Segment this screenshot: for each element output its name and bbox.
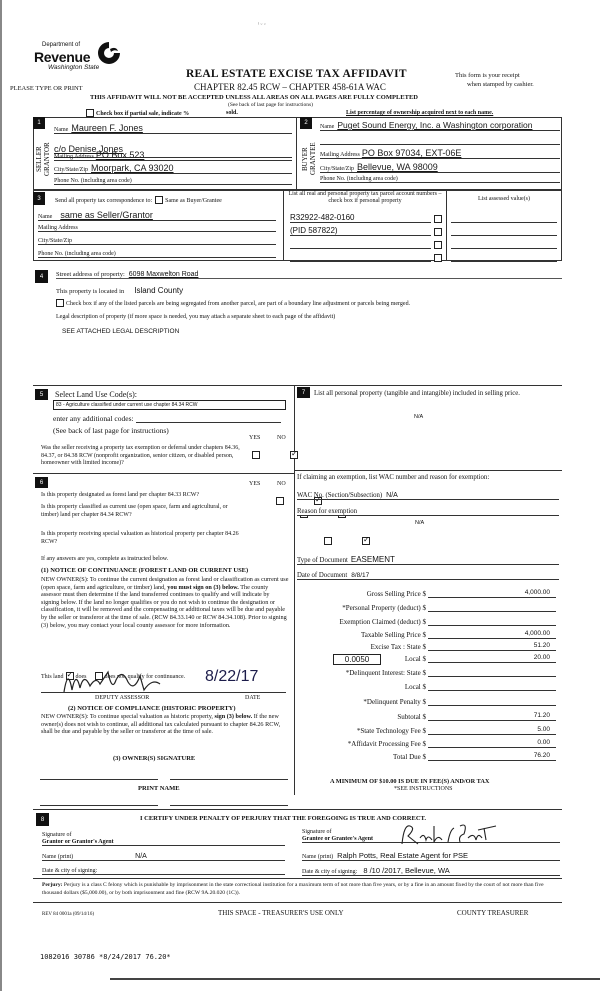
wac-field[interactable] xyxy=(297,492,559,500)
excise-tax-state-row: Excise Tax : State $ 51.20 xyxy=(310,642,556,651)
section-3-badge: 3 xyxy=(33,192,45,205)
seller-mailing-value: PO Box 523 xyxy=(95,150,145,160)
acceptance-warning: THIS AFFIDAVIT WILL NOT BE ACCEPTED UNLESS ALL AREAS ON ALL PAGES ARE FULLY COMPLETED xyxy=(90,94,418,101)
exemption-claimed-value[interactable] xyxy=(428,617,556,626)
legal-description-value: SEE ATTACHED LEGAL DESCRIPTION xyxy=(62,328,180,335)
buyer-city-value: Bellevue, WA 98009 xyxy=(357,162,438,172)
delinquent-penalty-value[interactable] xyxy=(428,697,556,706)
treasurer-stamp: 1082016 30786 *8/24/2017 76.20* xyxy=(40,953,171,961)
personal-property-title: List all personal property (tangible and intangible) included in selling price. xyxy=(314,390,520,397)
divider xyxy=(33,473,294,474)
grantor-name-label: Name (print) xyxy=(42,854,74,860)
county-value: Island County xyxy=(134,286,184,295)
section-7-badge: 7 xyxy=(297,387,310,398)
delinquent-interest-local-value[interactable] xyxy=(428,682,556,691)
county-row xyxy=(56,286,183,295)
date-label: DATE xyxy=(245,695,261,701)
exemption-question: Was the seller receiving a property tax exemption or deferral under chapters 84.36, 84.37, or 84.38 RCW (nonprofit organization, senior citizen, or disabled person, homeowner with limited income)? xyxy=(41,445,240,466)
buyer-mailing-value: PO Box 97034, EXT-06E xyxy=(361,148,462,158)
perjury-notice: Perjury: Perjury is a class C felony which is punishable by imprisonment in the state correctional institution for a maximum term of not more than five years, or by a fine in an amount fixed by the court of not more than five thousand dollars ($5,000.00), or by both imprisonment and fine (RCW 9A.20.020 (1C)). xyxy=(42,882,544,896)
section-5-badge: 5 xyxy=(35,389,48,400)
buyer-name2-line[interactable] xyxy=(320,144,560,145)
notice-continuance-title: (1) NOTICE OF CONTINUANCE (FOREST LAND OR CURRENT USE) xyxy=(41,567,249,574)
grantor-date-label: Date & city of signing: xyxy=(42,868,98,874)
scan-specks: ᵗ ᵕ ᵕ xyxy=(258,22,266,28)
land-use-code-select[interactable]: 83 - Agriculture classified under current use chapter 84.34 RCW xyxy=(53,400,286,410)
tax-name-label: Name xyxy=(38,214,53,220)
divider xyxy=(283,190,284,261)
grantee-label: GRANTEE xyxy=(309,142,317,176)
logo-line2: Revenue xyxy=(34,49,91,65)
owner-signature-line-2[interactable] xyxy=(170,779,288,780)
buyer-name-value: Puget Sound Energy, Inc. a Washington corporation xyxy=(337,120,533,130)
divider xyxy=(294,470,562,471)
assessed-value-field[interactable] xyxy=(451,210,557,223)
deputy-assessor-label: DEPUTY ASSESSOR xyxy=(95,695,150,701)
sold-label: sold. xyxy=(226,110,238,116)
section-1-badge: 1 xyxy=(33,117,45,129)
grantor-signature-field[interactable] xyxy=(42,839,285,846)
if-yes-note: If any answers are yes, complete as instructed below. xyxy=(41,556,169,562)
notice-continuance-body: NEW OWNER(S): To continue the current designation as forest land or classification as current use (open space, farm and agriculture, or timber) land, you must sign on (3) below. The county assessor must then determine if the land transferred continues to qualify and will indicate by signing below. If the land no longer qualifies or you do not wish to continue the designation or classification, it will be removed and the compensating or additional taxes will be due and payable by the seller or transferor at the time of sale. (RCW 84.33.140 or RCW 84.34.108). Prior to signing (3) below, you may contact your local county assessor for more information. xyxy=(41,576,289,629)
grantor-sig-label-2: Grantor or Grantor's Agent xyxy=(42,839,114,845)
taxable-selling-price-value[interactable]: 4,000.00 xyxy=(428,630,556,639)
exemption-claim-label: If claiming an exemption, list WAC number and reason for exemption: xyxy=(297,474,490,481)
personal-property-value: N/A xyxy=(414,414,424,420)
total-due-row: Total Due $ 76.20 xyxy=(310,752,556,761)
no-header: NO xyxy=(277,435,286,441)
divider xyxy=(33,809,562,810)
seller-mailing-field[interactable] xyxy=(54,150,292,161)
doc-date-label: Date of Document xyxy=(297,572,348,579)
parcel-header: List all real and personal property tax parcel account numbers – check box if personal property xyxy=(288,191,442,204)
doc-type-field[interactable] xyxy=(297,555,559,565)
qualify-label: qualify for continuance. xyxy=(127,674,186,680)
print-name-line-1[interactable] xyxy=(40,805,158,806)
no-header: NO xyxy=(277,481,286,487)
reason-label: Reason for exemption xyxy=(297,508,358,515)
tax-name-value: same as Seller/Grantor xyxy=(60,210,153,220)
divider xyxy=(296,117,297,190)
forest-land-question: Is this property designated as forest land per chapter 84.33 RCW? xyxy=(41,492,200,498)
wac-label: WAC No. (Section/Subsection) xyxy=(297,492,383,499)
divider xyxy=(33,878,562,879)
assessed-list xyxy=(451,210,557,262)
personal-property-checkbox[interactable] xyxy=(434,241,442,249)
dor-swirl-icon xyxy=(96,40,122,66)
state-technology-fee-value[interactable]: 5.00 xyxy=(428,726,556,735)
parcel-number[interactable]: (PID 587822) xyxy=(290,226,431,236)
affidavit-processing-fee-row: *Affidavit Processing Fee $ 0.00 xyxy=(310,739,556,748)
subtotal-value[interactable]: 71.20 xyxy=(428,712,556,721)
scan-edge-bottom xyxy=(110,978,600,980)
same-as-buyer-label: Same as Buyer/Grantee xyxy=(165,198,222,204)
partial-sale-label: Check box if partial sale, indicate % xyxy=(96,111,190,117)
historic-question: Is this property receiving special valuation as historical property per chapter 84.26 RCW? xyxy=(41,531,239,545)
seller-mailing-label: Mailing Address xyxy=(54,154,94,160)
seller-name2-value: c/o Denise Jones xyxy=(54,144,124,154)
delinquent-interest-state-value[interactable] xyxy=(428,668,556,677)
notice-compliance-title: (2) NOTICE OF COMPLIANCE (HISTORIC PROPERTY) xyxy=(68,705,236,712)
yes-header: YES xyxy=(249,481,261,487)
form-chapter: CHAPTER 82.45 RCW – CHAPTER 458-61A WAC xyxy=(194,82,386,92)
logo-line3: Washington State xyxy=(48,64,100,71)
form-title: REAL ESTATE EXCISE TAX AFFIDAVIT xyxy=(186,68,407,80)
parcel-number[interactable] xyxy=(290,239,431,249)
tax-phone-field[interactable] xyxy=(38,251,276,258)
buyer-phone-field[interactable] xyxy=(320,176,560,183)
delinquent-interest-local-row: Local $ xyxy=(310,682,556,691)
grantor-date-field[interactable] xyxy=(42,868,285,875)
segregated-checkbox[interactable] xyxy=(56,299,64,307)
additional-codes-label: enter any additional codes: xyxy=(53,414,134,423)
buyer-city-field[interactable] xyxy=(320,162,560,173)
assessed-value-field[interactable] xyxy=(451,223,557,236)
seller-city-field[interactable] xyxy=(54,163,292,174)
send-correspondence-row xyxy=(55,196,222,204)
segregated-row xyxy=(56,299,410,307)
grantee-date-label: Date & city of signing: xyxy=(302,869,358,875)
excise-tax-local-row: Local $ 20.00 xyxy=(310,654,556,663)
seller-label: SELLER xyxy=(35,146,43,172)
county-label: This property is located in xyxy=(56,288,125,295)
current-use-question: Is this property classified as current use (open space, farm and agricultural, or timber) land per chapter 84.34 RCW? xyxy=(41,504,228,518)
section-8-badge: 8 xyxy=(36,813,49,826)
tax-phone-label: Phone No. (including area code) xyxy=(38,251,116,257)
ownership-note: List percentage of ownership acquired next to each name. xyxy=(346,110,494,116)
does-label: does xyxy=(75,674,87,680)
seller-city-value: Moorpark, CA 93020 xyxy=(91,163,174,173)
personal-property-deduct-value[interactable] xyxy=(428,603,556,612)
section-2-badge: 2 xyxy=(300,117,312,129)
grantee-signature xyxy=(398,820,498,848)
gross-selling-price-row: Gross Selling Price $ 4,000.00 xyxy=(310,589,556,598)
buyer-mailing-label: Mailing Address xyxy=(320,152,360,158)
seller-city-label: City/State/Zip xyxy=(54,167,88,173)
excise-tax-local-value[interactable]: 20.00 xyxy=(428,654,556,663)
additional-codes-row xyxy=(53,414,281,423)
receipt-note-2: when stamped by cashier. xyxy=(467,81,534,88)
seller-phone-label: Phone No. (including area code) xyxy=(54,178,132,184)
gross-selling-price-value[interactable]: 4,000.00 xyxy=(428,589,556,598)
partial-sale-row xyxy=(86,109,189,117)
street-address-label: Street address of property: xyxy=(56,271,125,278)
see-instructions-note: *SEE INSTRUCTIONS xyxy=(394,786,453,792)
reason-field[interactable] xyxy=(297,508,559,516)
additional-codes-input[interactable] xyxy=(136,415,281,423)
total-due-value[interactable]: 76.20 xyxy=(428,752,556,761)
notice-compliance-body: NEW OWNER(S): To continue special valuation as historic property, sign (3) below. If the new owner(s) does not wish to continue, all additional tax calculated pursuant to chapter 84.26 RCW, shall be due and payable by the seller or transferor at the time of sale. xyxy=(41,713,281,736)
affidavit-processing-fee-value[interactable]: 0.00 xyxy=(428,739,556,748)
parcel-number[interactable] xyxy=(290,252,431,262)
grantee-date-value: 8 /10 /2017, Bellevue, WA xyxy=(363,866,450,875)
tax-name-field[interactable] xyxy=(38,210,276,221)
historic-yes-checkbox[interactable] xyxy=(324,537,332,545)
grantor-sig-label-1: Signature of xyxy=(42,832,72,838)
parcel-row xyxy=(290,223,442,236)
assessed-value-field[interactable] xyxy=(451,236,557,249)
owner-signature-line-1[interactable] xyxy=(40,779,158,780)
forest-land-yes-checkbox[interactable] xyxy=(276,497,284,505)
subtotal-row: Subtotal $ 71.20 xyxy=(310,712,556,721)
parcel-row xyxy=(290,210,442,223)
scan-edge-left xyxy=(0,0,2,991)
state-technology-fee-row: *State Technology Fee $ 5.00 xyxy=(310,726,556,735)
parcel-row xyxy=(290,249,442,262)
tax-city-field[interactable] xyxy=(38,238,276,245)
grantee-name-field[interactable] xyxy=(302,851,560,861)
taxable-selling-price-row: Taxable Selling Price $ 4,000.00 xyxy=(310,630,556,639)
street-address-value: 6098 Maxwelton Road xyxy=(128,271,199,278)
certify-statement: I CERTIFY UNDER PENALTY OF PERJURY THAT THE FOREGOING IS TRUE AND CORRECT. xyxy=(140,815,427,822)
yes-header: YES xyxy=(249,435,261,441)
please-type-label: PLEASE TYPE OR PRINT xyxy=(10,85,83,92)
land-use-title: Select Land Use Code(s): xyxy=(55,390,137,399)
tax-mailing-field[interactable] xyxy=(38,225,276,232)
form-id: REV 84 0001a (09/14/16) xyxy=(42,912,94,917)
local-rate-input[interactable]: 0.0050 xyxy=(333,654,381,665)
buyer-name-field[interactable] xyxy=(320,120,560,131)
seller-name-label: Name xyxy=(54,127,69,133)
doc-type-value: EASEMENT xyxy=(350,555,395,564)
print-name-line-2[interactable] xyxy=(170,805,288,806)
buyer-label: BUYER xyxy=(301,147,309,171)
excise-tax-state-value[interactable]: 51.20 xyxy=(428,642,556,651)
minimum-due-note: A MINIMUM OF $10.00 IS DUE IN FEE(S) AND/OR TAX xyxy=(330,778,490,785)
grantee-sig-label-1: Signature of xyxy=(302,829,332,835)
personal-property-checkbox[interactable] xyxy=(434,228,442,236)
dor-logo xyxy=(34,40,134,76)
personal-property-deduct-row: *Personal Property (deduct) $ xyxy=(310,603,556,612)
assessed-value-field[interactable] xyxy=(451,249,557,262)
wac-value: N/A xyxy=(386,492,398,499)
divider xyxy=(294,385,295,795)
grantor-name-field[interactable] xyxy=(42,853,285,861)
assessed-header: List assessed value(s) xyxy=(478,196,530,202)
section-6-badge: 6 xyxy=(35,477,48,488)
county-treasurer-label: COUNTY TREASURER xyxy=(457,909,529,917)
grantee-sig-label-2: Grantee or Grantee's Agent xyxy=(302,836,374,842)
personal-property-checkbox[interactable] xyxy=(434,254,442,262)
treasurer-use-label: THIS SPACE - TREASURER'S USE ONLY xyxy=(218,909,344,917)
doc-date-field[interactable] xyxy=(297,572,559,580)
seller-name-value: Maureen F. Jones xyxy=(71,123,143,133)
exemption-claimed-row: Exemption Claimed (deduct) $ xyxy=(310,617,556,626)
send-correspondence-label: Send all property tax correspondence to: xyxy=(55,198,153,204)
owner-signature-title: (3) OWNER(S) SIGNATURE xyxy=(113,755,196,762)
same-as-buyer-checkbox[interactable] xyxy=(155,196,163,204)
seller-phone-field[interactable] xyxy=(54,178,292,185)
delinquent-penalty-row: *Delinquent Penalty $ xyxy=(310,697,556,706)
delinquent-interest-state-row: *Delinquent Interest: State $ xyxy=(310,668,556,677)
assessor-date: 8/22/17 xyxy=(205,668,259,685)
parcel-row xyxy=(290,236,442,249)
segregated-label: Check box if any of the listed parcels are being segregated from another parcel, are part of a boundary line adjustment or parcels being merged. xyxy=(66,301,411,307)
signature-line xyxy=(41,692,286,693)
receipt-note-1: This form is your receipt xyxy=(455,72,520,79)
partial-sale-checkbox[interactable] xyxy=(86,109,94,117)
parcel-list xyxy=(290,210,442,262)
grantee-name-value: Ralph Potts, Real Estate Agent for PSE xyxy=(337,851,469,860)
buyer-name-label: Name xyxy=(320,124,335,130)
buyer-mailing-field[interactable] xyxy=(320,148,560,159)
personal-property-checkbox[interactable] xyxy=(434,215,442,223)
divider xyxy=(33,385,562,386)
print-name-label: PRINT NAME xyxy=(138,785,180,792)
logo-line1: Department of xyxy=(42,42,81,48)
parcel-number[interactable]: R32922-482-0160 xyxy=(290,213,431,223)
doc-date-value: 8/8/17 xyxy=(351,572,370,579)
section-4-badge: 4 xyxy=(35,270,48,283)
seller-name-field[interactable] xyxy=(54,123,292,134)
historic-no-checkbox[interactable] xyxy=(362,537,370,545)
grantee-name-label: Name (print) xyxy=(302,854,334,860)
buyer-city-label: City/State/Zip xyxy=(320,166,354,172)
legal-description-label: Legal description of property (if more space is needed, you may attach a separate sheet to each page of the affidavit) xyxy=(56,314,336,320)
grantee-date-field[interactable] xyxy=(302,866,560,876)
see-back-note: (See back of last page for instructions) xyxy=(228,102,313,108)
does-not-label: does not xyxy=(104,674,125,680)
street-address-field[interactable] xyxy=(56,271,562,279)
exemption-yes-checkbox[interactable] xyxy=(252,451,260,459)
grantor-label: GRANTOR xyxy=(43,142,51,176)
reason-value: N/A xyxy=(415,520,425,526)
grantor-name-value: N/A xyxy=(135,853,147,860)
divider xyxy=(33,902,562,903)
this-land-label: This land xyxy=(41,674,64,680)
divider xyxy=(446,190,447,261)
doc-type-label: Type of Document xyxy=(297,557,348,564)
buyer-phone-label: Phone No. (including area code) xyxy=(320,176,398,182)
tax-mailing-label: Mailing Address xyxy=(38,225,82,231)
exemption-no-checkbox[interactable] xyxy=(290,451,298,459)
tax-city-label: City/State/Zip xyxy=(38,238,76,244)
land-use-see-back: (See back of last page for instructions) xyxy=(53,426,169,435)
